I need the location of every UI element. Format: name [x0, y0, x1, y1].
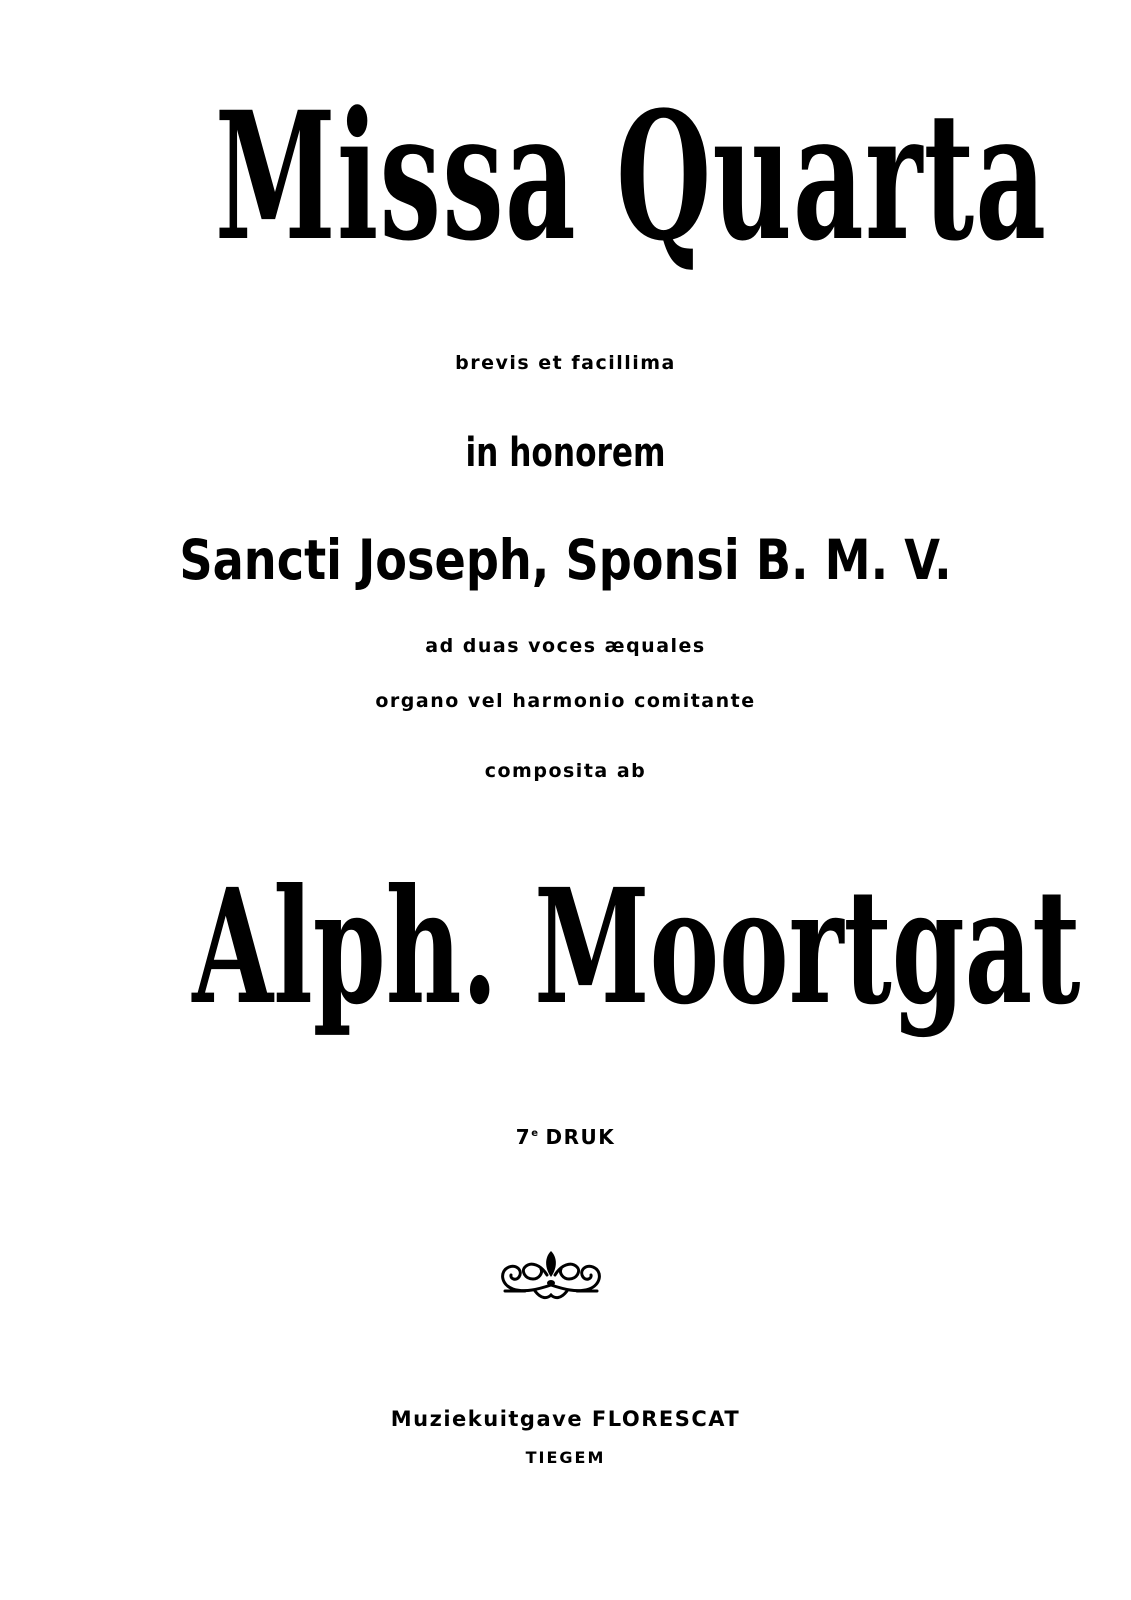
voices-line: ad duas voces æquales: [425, 635, 706, 657]
floral-ornament-icon: [495, 1245, 607, 1303]
publisher: Muziekuitgave FLORESCAT: [390, 1407, 741, 1431]
edition-line: [0, 1125, 1131, 1149]
edition-label: DRUK: [545, 1125, 616, 1149]
publisher-city: TIEGEM: [525, 1448, 606, 1467]
composer-name: Alph. Moortgat: [192, 855, 1081, 1040]
composed-by-line: composita ab: [484, 760, 647, 782]
dedication-intro: in honorem: [465, 430, 666, 476]
dedication-name: Sancti Joseph, Sponsi B. M. V.: [179, 528, 952, 592]
accompaniment-line: organo vel harmonio comitante: [375, 690, 756, 712]
edition-superscript: e: [531, 1128, 540, 1139]
title: Missa Quarta: [214, 73, 1048, 280]
edition-number: 7: [515, 1125, 532, 1149]
subtitle: brevis et facillima: [455, 352, 676, 374]
